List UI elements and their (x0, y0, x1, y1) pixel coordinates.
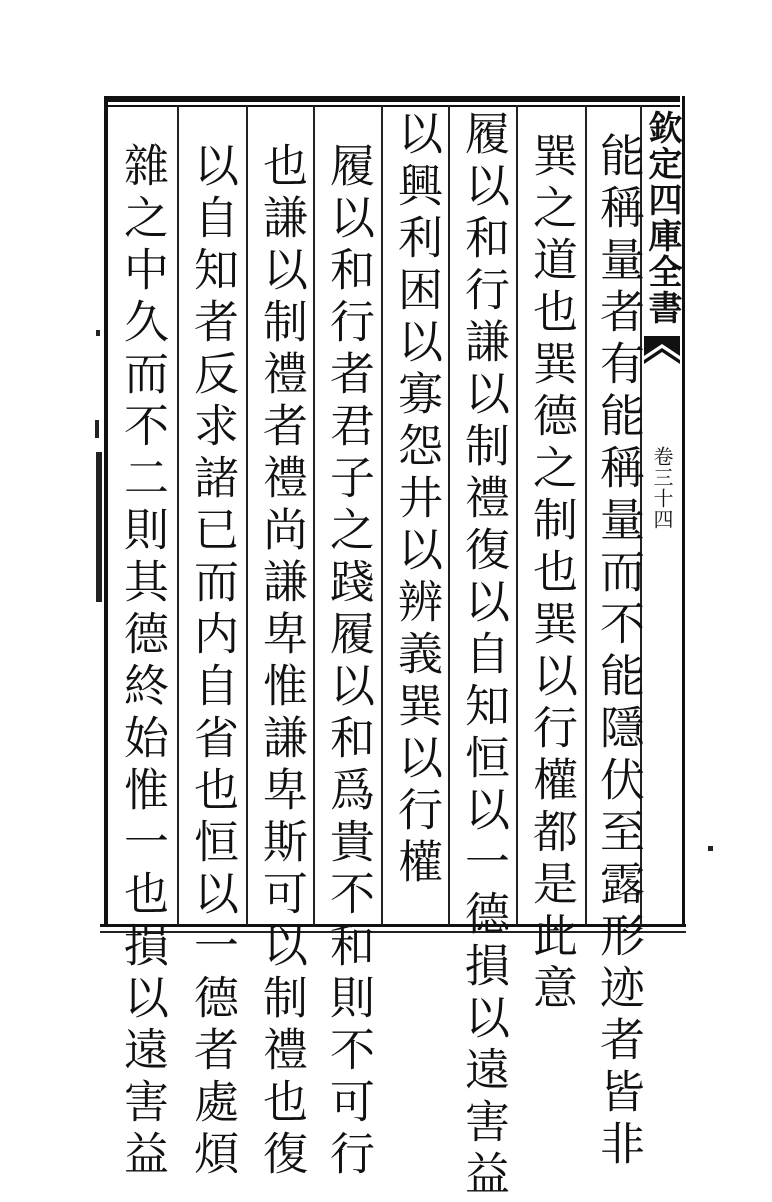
column-divider (381, 105, 383, 925)
column-divider (246, 105, 248, 925)
fishtail-mark-icon (644, 336, 680, 372)
text-column: 能稱量者有能稱量而不能隱伏至露形迹者皆非 (592, 132, 645, 1172)
text-column: 履以和行者君子之踐履以和爲貴不和則不可行 (322, 142, 375, 1182)
print-speck (96, 452, 102, 602)
text-column: 也謙以制禮者禮尚謙卑惟謙卑斯可以制禮也復 (255, 142, 308, 1182)
column-divider (313, 105, 315, 925)
print-speck (95, 420, 99, 438)
text-column: 雜之中久而不二則其德終始惟一也損以遠害益 (116, 142, 169, 1182)
text-column: 巽之道也巽德之制也巽以行權都是此意 (525, 132, 578, 1016)
text-column: 以興利困以寡怨井以辨義巽以行權 (390, 110, 443, 890)
column-divider (448, 105, 450, 925)
column-divider (177, 105, 179, 925)
column-divider (585, 105, 587, 925)
text-column: 以自知者反求諸已而内自省也恒以一德者處煩 (186, 142, 239, 1182)
print-speck (708, 846, 713, 851)
book-title: 欽定四庫全書 (642, 110, 682, 326)
juan-number: 卷三十四 (650, 446, 674, 530)
frame-top-inner-border (104, 105, 680, 107)
frame-top-border (104, 96, 680, 102)
frame-left-border (104, 96, 108, 926)
print-speck (96, 330, 100, 336)
frame-right-border (682, 96, 685, 926)
text-column: 履以和行謙以制禮復以自知恒以一德損以遠害益 (457, 110, 510, 1202)
column-divider (516, 105, 518, 925)
